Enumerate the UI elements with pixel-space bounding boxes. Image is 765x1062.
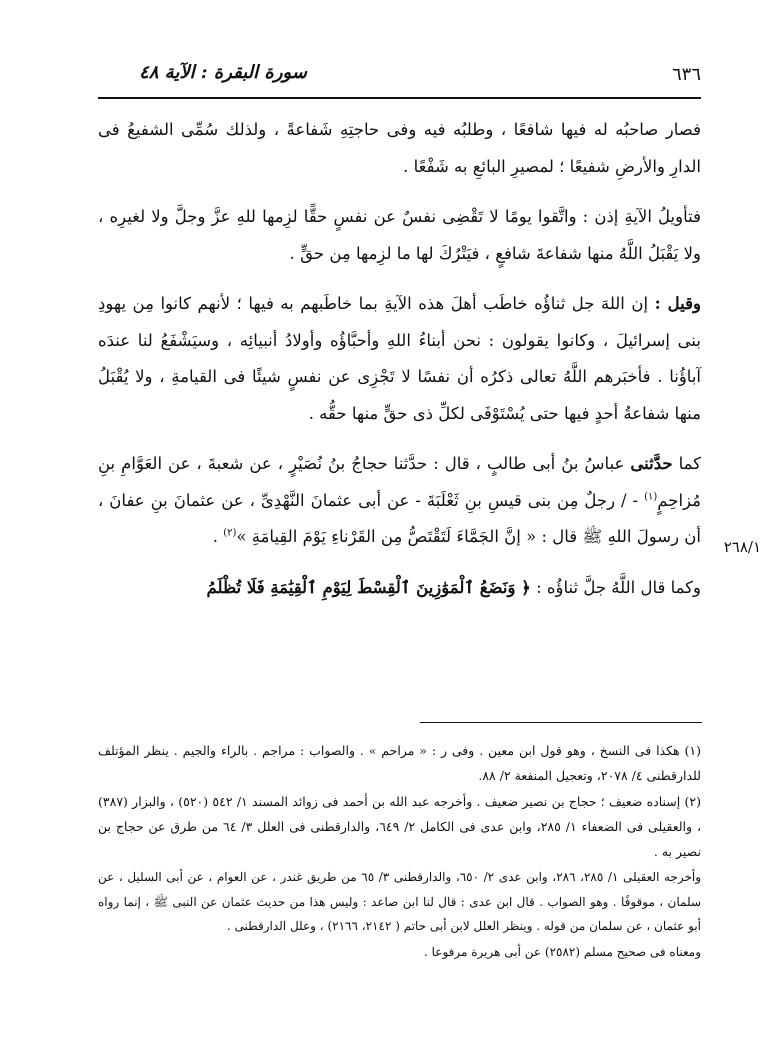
margin-reference: ٢٦٨/١ (723, 538, 761, 556)
paragraph-pre: كما (672, 454, 701, 473)
paragraph-3 (98, 286, 701, 432)
paragraph-1 (98, 112, 701, 185)
quran-verse: ﴿ وَنَضَعُ ٱلْمَوَٰزِينَ ٱلْقِسْطَ لِيَوْمِ ٱلْقِيَٰمَةِ فَلَا تُظْلَمُ (206, 577, 531, 597)
paragraph-5 (98, 570, 701, 607)
paragraph-text: وكما قال اللَّهُ جلَّ ثناؤُه : (530, 577, 701, 597)
footnote-2-note: ومعناه فى صحيح مسلم (٢٥٨٢) عن أبى هريرة مرفوعا . (424, 944, 701, 959)
paragraph-2 (98, 199, 701, 272)
paragraph-text: عباسُ بنُ أبى طالبٍ ، قال : حدَّثنا حجاجُ بنُ نُصَيْرٍ ، عن شعبةَ ، عن العَوَّامِ بنِ مُزاحِمٍ (98, 454, 701, 510)
paragraph-text-3: . (212, 527, 224, 546)
paragraph-lead: وقيل : (654, 294, 701, 313)
header-divider (98, 97, 701, 99)
page-header (98, 58, 701, 92)
paragraph-text: إن اللهَ جل ثناؤُه خاطَب أهلَ هذه الآيةِ بما خاطَبهم به فيها ؛ لأنهم كانوا مِن يهودِ بنى إسرائيلَ ، وكانوا يقولون : نحن أبناءُ اللهِ وأحبَّاؤُه وأولادُ أنبيائِه ، وسيَشْفَعُ لنا عندَه آباؤُنا . فأخبَرهم اللَّهُ تعالى ذكرُه أن نفسًا لا تَجْزِى عن نفسٍ شيئًا فى القيامةِ ، ولا يُقْبَلُ منها شفاعةُ أحدٍ فيها حتى يُسْتَوْفَى لكلِّ ذى حقٍّ منها حقُّه . (98, 294, 701, 423)
paragraph-text: فتأويلُ الآيةِ إذن : واتَّقوا يومًا لا تَقْضِى نفسٌ عن نفسٍ حقًّا لزِمها للهِ عزَّ وجلَّ ولا لغيرِه ، ولا يَقْبَلُ اللَّهُ منها شفاعةَ شافعٍ ، فيَتْرُكَ لها ما لزِمها مِن حقٍّ . (98, 207, 701, 263)
paragraph-lead: حدَّثنى (630, 454, 673, 473)
footnote-1: (١) هكذا فى النسخ ، وهو قول ابن معين . وفى ر : « مراحم » . والصواب : مراجم . بالراء والجيم . ينظر المؤتلف للدارقطنى ٤/ ٢٠٧٨، وتعجيل المنفعة ٢/ ٨٨. (98, 743, 701, 783)
footnote-marker-1: (١) (644, 491, 658, 502)
main-text (98, 112, 701, 620)
footnote-2-continuation: وأخرجه العقيلى ١/ ٢٨٥، ٢٨٦، وابن عدى ٢/ ٦٥٠، والدارقطنى ٣/ ٦٥ من طريق غندر ، عن العوام ، عن أبى السليل ، عن سلمان ، موقوفًا . وهو الصواب . قال ابن عدى : قال لنا ابن صاعد : وليس هذا من حديث عثمان عن النبى ﷺ ، إنما رواه أبو عثمان ، عن سلمان من قوله . وينظر العلل لابن أبى حاتم ( ٢١٤٢، ٢١٦٦) ، وعلل الدارقطنى . (98, 870, 702, 933)
paragraph-4 (98, 446, 701, 556)
footnote-2: (٢) إسناده ضعيف ؛ حجاج بن نصير ضعيف . وأخرجه عبد الله بن أحمد فى زوائد المسند ١/ ٥٤٢ (٥٢٠) ، والبزار (٣٨٧) ، والعقيلى فى الضعفاء ١/ ٢٨٥، وابن عدى فى الكامل ٢/ ٦٤٩، والدارقطنى فى العلل ٣/ ٦٤ من طرق عن حجاج بن نصير به . (98, 794, 702, 859)
footnote-divider (420, 722, 702, 723)
paragraph-text-2: - / رجلٌ مِن بنى قيسِ بنِ ثَعْلَبَةَ - عن أبى عثمانَ النَّهْدِىِّ ، عن عثمانَ بنِ عفانَ ، أن رسولَ اللهِ ﷺ قال : « إنَّ الجَمَّاءَ لَتَقْتَصُّ مِن القَرْناءِ يَوْمَ القِيامَةِ » (98, 490, 701, 546)
footnotes (98, 738, 701, 965)
running-title: سورة البقرة : الآية ٤٨ (139, 62, 307, 83)
paragraph-text: فصار صاحبُه له فيها شافعًا ، وطلبُه فيه وفى حاجتِهِ شَفاعةً ، ولذلك سُمِّى الشفيعُ فى الدارِ والأرضِ شفيعًا ؛ لمصيرِ البائعِ به شَفْعًا . (98, 120, 701, 176)
footnote-marker-2: (٢) (223, 527, 237, 539)
page-number: ٦٣٦ (671, 64, 701, 85)
